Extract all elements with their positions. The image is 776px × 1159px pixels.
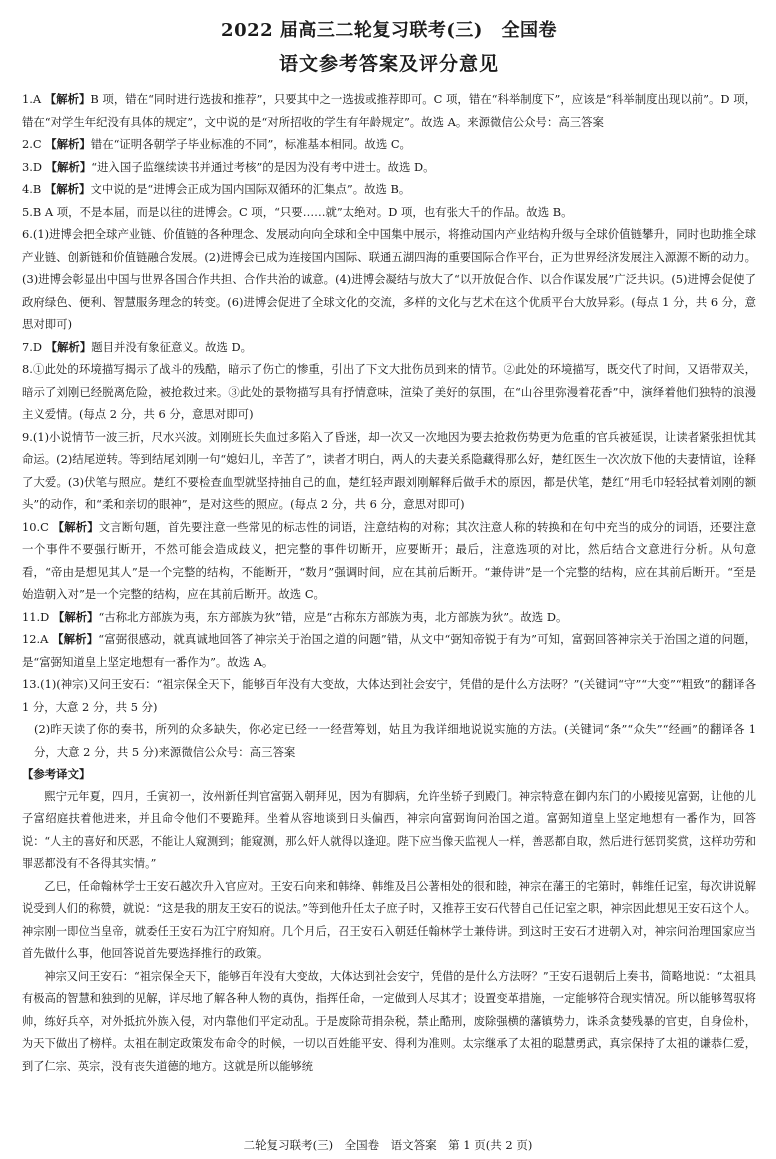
analysis-tag: 【解析】: [44, 182, 91, 196]
translation-paragraph: 乙巳，任命翰林学士王安石越次升入官应对。王安石向来和韩绛、韩维及吕公著相处的很和睦，神宗在藩王的宅第时，韩维任记室，每次讲说解说受到人们的称赞，就说：“这是我的朋友王安石的说法。”等到他升任太子庶子时，又推荐王安石代替自己任记室之职，神宗因此想见王安石这个人。神宗刚一即位当皇帝，就委任王安石为江宁府知府。几个月后，召王安石入朝廷任翰林学士兼侍讲。到这时王安石才进朝入对，神宗问治理国家应当首先做什么事，他回答说首先要选择推行的政策。: [22, 879, 756, 960]
answer-text: “富弼很感动，就真诚地回答了神宗关于治国之道的问题”错，从文中“弼知帝锐于有为”可知，富弼回答神宗关于治国之道的问题，是“富弼知道皇上坚定地想有一番作为”。故选 A。: [22, 632, 756, 669]
answer-item: [22, 516, 756, 606]
answer-item: [22, 223, 756, 336]
answer-number: 12.A: [22, 632, 49, 646]
page-subtitle: 语文参考答案及评分意见: [278, 53, 499, 75]
analysis-tag: 【解析】: [52, 609, 99, 624]
analysis-tag: 【解析】: [52, 632, 99, 646]
answer-item: [22, 628, 756, 673]
answer-item: [22, 133, 756, 156]
answer-item: [22, 673, 756, 718]
translation-heading: 【参考译文】: [22, 767, 91, 781]
answer-text: (1)进博会把全球产业链、价值链的各种理念、发展动向向全球和全中国集中展示，将推动国内产业结构升级与全球价值链攀升，同时也助推全球产业链、创新链和价值链融合发展。(2)进博会已成为连接国内国际、联通五湖四海的重要国际合作平台，正为世界经济发展注入源源不断的动力。(3)进博会彰显出中国与世界各国合作共担、合作共治的诚意。(4)进博会凝结与放大了“以开放促合作、以合作谋发展”广泛共识。(5)进博会促使了政府绿色、便利、智慧服务理念的转变。(6)进博会促进了全球文化的交流，多样的文化与艺术在这个优质平台大放异彩。(每点 1 分，共 6 分，意思对即可): [22, 227, 756, 331]
answer-number: 13.: [22, 677, 41, 691]
answer-text: A 项，不是本届，而是以往的进博会。C 项，“只要……就”太绝对。D 项，也有张大千的作品。故选 B。: [44, 204, 573, 219]
answer-item: [22, 358, 756, 426]
page-title: 2022 届高三二轮复习联考(三) 全国卷: [221, 20, 557, 41]
analysis-tag: 【解析】: [45, 339, 92, 354]
translation-paragraph: 神宗又问王安石：“祖宗保全天下，能够百年没有大变故，大体达到社会安宁，凭借的是什么方法呀？”王安石退朝后上奏书，简略地说：“太祖具有极高的智慧和独到的见解，详尽地了解各种人物的真伪，指挥任命，一定做到人尽其才；设置变革措施，一定能够符合现实情况。所以能够驾驭将帅，练好兵卒，对外抵抗外族入侵，对内靠他们平定动乱。于是废除苛捐杂税，禁止酷刑，废除强横的藩镇势力，诛杀贪婪残暴的官吏，自身俭朴，为天下做出了榜样。太祖在制定政策发布命令的时候，一切以百姓能平安、得利为准则。太宗继承了太祖的聪慧勇武，真宗保持了太祖的谦恭仁爱，到了仁宗、英宗，没有丧失道德的地方。这就是所以能够统: [22, 969, 756, 1073]
answer-number: 2.C: [22, 137, 42, 151]
answer-item: [22, 606, 756, 629]
answer-item: [22, 336, 756, 359]
answer-number: 8.: [22, 362, 33, 376]
answer-text: 题目并没有象征意义。故选 D。: [91, 339, 253, 354]
answer-number: 3.D: [22, 159, 43, 174]
answer-text: (1)(神宗)又问王安石：“祖宗保全天下，能够百年没有大变故，大体达到社会安宁，凭借的是什么方法呀？”(关键词“守”“大变”“粗致”的翻译各 1 分，大意 2 分，共 5 分): [22, 677, 756, 714]
answer-number: 6.: [22, 227, 33, 241]
answer-number: 7.D: [22, 339, 43, 354]
answer-number: 9.: [22, 429, 33, 444]
answer-text: (1)小说情节一波三折，尺水兴波。刘刚班长失血过多陷入了昏迷，却一次又一次地因为要去抢救伤势更为危重的官兵被延误，让读者紧张担忧其命运。(2)结尾逆转。等到结尾刘刚一句“媳妇儿，辛苦了”，读者才明白，两人的夫妻关系隐藏得那么好，楚红医生一次次放下他的夫妻情谊，诠释了大爱。(3)伏笔与照应。楚红不要检查血型就坚持抽自己的血，楚红轻声跟刘刚解释后做手术的原因，都是伏笔，楚红“用毛巾轻轻拭着刘刚的额头”的动作，和“柔和亲切的眼神”，是对这些的照应。(每点 2 分，共 6 分，意思对即可): [22, 429, 757, 511]
page-footer: 二轮复习联考(三) 全国卷 语文答案 第 1 页(共 2 页): [243, 1138, 533, 1152]
answer-text: “古称北方部族为夷，东方部族为狄”错，应是“古称东方部族为夷，北方部族为狄”。故选 D。: [98, 609, 568, 624]
analysis-tag: 【解析】: [45, 137, 91, 151]
answer-item: [22, 201, 756, 224]
answer-text: “进入国子监继续读书并通过考核”的是因为没有考中进士。故选 D。: [91, 159, 435, 174]
analysis-tag: 【解析】: [45, 159, 92, 174]
answer-item: [22, 178, 756, 201]
answer-text: 错在“证明各朝学子毕业标准的不同”，标准基本相同。故选 C。: [90, 137, 411, 151]
answer-text: ①此处的环境描写揭示了战斗的残酷，暗示了伤亡的惨重，引出了下文大批伤员到来的情节。②此处的环境描写，既交代了时间，又语带双关，暗示了刘刚已经脱离危险，被抢救过来。③此处的景物描写具有抒情意味，渲染了美好的氛围，在“山谷里弥漫着花香”中，演绎着他们独特的浪漫主义爱情。(每点 2 分，共 6 分，意思对即可): [22, 362, 756, 421]
answer-number: 5.B: [22, 204, 42, 219]
answers-list: [22, 88, 756, 1078]
answer-text: B 项，错在“同时进行选拔和推荐”，只要其中之一选拔或推荐即可。C 项，错在“科举制度下”，应该是“科举制度出现以前”。D 项，错在“对学生年纪没有具体的规定”，文中说的是“对所招收的学生有年龄规定”。故选 A。来源微信公众号：高三答案: [22, 92, 756, 129]
answer-item: [22, 718, 756, 763]
answer-text: 文中说的是“进博会正成为国内国际双循环的汇集点”。故选 B。: [90, 182, 411, 196]
answer-item: [22, 88, 756, 133]
answer-item: [22, 426, 756, 516]
answer-number: 4.B: [22, 182, 42, 196]
answer-number: 11.D: [22, 609, 50, 624]
answer-text: 文言断句题，首先要注意一些常见的标志性的词语，注意结构的对称；其次注意人称的转换和在句中充当的成分的词语，还要注意一个事件不要强行断开，不然可能会造成歧义，把完整的事件切断开，应要断开；最后，注意选项的对比，然后结合文意进行分析。从句意看，“帝由是想见其人”是一个完整的结构，不能断开，“数月”强调时间，应在其前后断开。“兼侍讲”是一个完整的结构，应在其前后断开。“至是始造朝入对”是一个完整的结构，应在其前后断开。故选 C。: [22, 519, 756, 601]
analysis-tag: 【解析】: [44, 92, 91, 106]
analysis-tag: 【解析】: [52, 519, 99, 534]
answer-number: 1.A: [22, 92, 42, 106]
answer-item: [22, 156, 756, 179]
answer-number: 10.C: [22, 519, 49, 534]
answer-text: (2)昨天读了你的奏书，所列的众多缺失，你必定已经一一经营筹划，姑且为我详细地说说实施的方法。(关键词“条”“众失”“经画”的翻译各 1 分，大意 2 分，共 5 分)来源微信公众号：高三答案: [34, 722, 756, 759]
translation-paragraph: 熙宁元年夏，四月，壬寅初一，汝州新任判官富弼入朝拜见，因为有脚病，允许坐轿子到殿门。神宗特意在御内东门的小殿接见富弼，让他的儿子富绍庭扶着他进来，并且命令他们不要跪拜。坐着从容地谈到日头偏西，神宗向富弼询问治国之道。富弼知道皇上坚定地想有一番作为，回答说：“人主的喜好和厌恶，不能让人窥测到；能窥测，那么奸人就得以逢迎。陛下应当像天监视人一样，善恶都自取，然后进行惩罚奖赏，这样功劳和罪恶都没有不各得其实情。”: [22, 789, 756, 870]
